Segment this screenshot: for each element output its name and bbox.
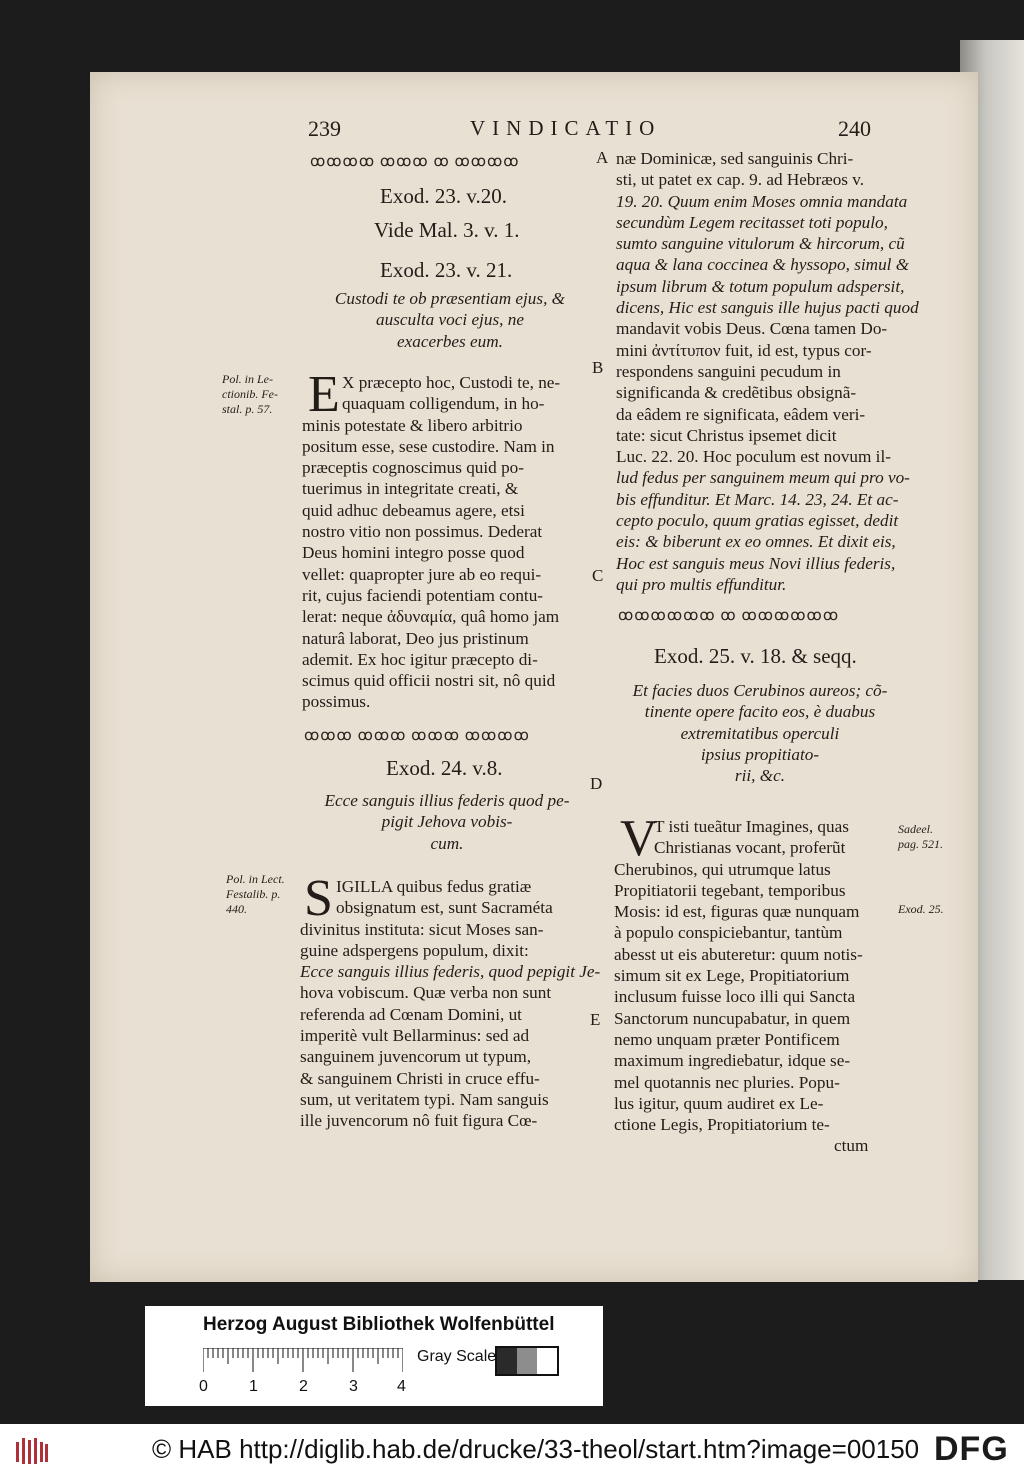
text-line: mini ἀντίτυπον fuit, id est, typus cor- <box>616 340 872 360</box>
margin-letter-d: D <box>590 774 603 793</box>
ruler-label: 4 <box>397 1378 406 1395</box>
sidenote-line: pag. 521. <box>898 837 943 851</box>
ruler-label: 2 <box>299 1378 308 1395</box>
text-line: possimus. <box>302 692 371 712</box>
dfg-logo: DFG <box>934 1430 1009 1468</box>
text-line: Luc. 22. 20. Hoc poculum est novum il- <box>616 447 891 467</box>
quote-line: Et facies duos Cerubinos aureos; cõ- <box>632 681 888 700</box>
text-line: Cherubinos, qui utrumque latus <box>614 859 831 879</box>
quote-line: exacerbes eum. <box>397 331 503 351</box>
text-line: guine adspergens populum, dixit: <box>300 940 529 960</box>
sidenote-line: stal. p. 57. <box>222 402 273 416</box>
text-line: Deus homini integro posse quod <box>302 543 525 563</box>
text-line: dicens, Hic est sanguis ille hujus pacti quod <box>616 298 919 318</box>
drop-cap: E <box>308 366 340 423</box>
paragraph <box>302 366 561 713</box>
text-line: minis potestate & libero arbitrio <box>302 415 523 435</box>
quote-line: Custodi te ob præsentiam ejus, & <box>334 289 566 308</box>
text-line: 19. 20. Quum enim Moses omnia mandata <box>616 191 908 211</box>
quote-block <box>312 288 588 352</box>
text-line: ademit. Ex hoc igitur præcepto di- <box>302 649 538 669</box>
text-line: da eâdem re significata, eâdem veri- <box>616 404 866 424</box>
margin-letter-c: C <box>592 566 604 585</box>
text-line: Sanctorum nuncupabatur, in quem <box>614 1008 851 1028</box>
library-name: Herzog August Bibliothek Wolfenbüttel <box>203 1314 555 1335</box>
text-line: rit, cujus faciendi potentiam contu- <box>302 585 544 605</box>
section-heading: Exod. 23. v.20. <box>380 184 507 208</box>
text-line: præceptis cognoscimus quid po- <box>302 458 524 478</box>
text-line: Mosis: id est, figuras quæ nunquam <box>614 902 860 922</box>
paragraph <box>300 870 601 1132</box>
section-heading: Exod. 24. v.8. <box>386 756 503 780</box>
text-line: lerat: neque ἀδυναμία, quâ homo jam <box>302 607 560 627</box>
text-line: maximum ingrediebatur, idque se- <box>614 1051 851 1071</box>
grayscale-swatches <box>495 1346 559 1376</box>
footer-bar <box>0 1424 1024 1478</box>
text-line: qui pro multis effunditur. <box>616 574 787 594</box>
sidenote <box>226 872 285 917</box>
text-line: hova vobiscum. Quæ verba non sunt <box>300 983 552 1003</box>
left-page-number: 239 <box>308 116 341 141</box>
text-line: sumto sanguine vitulorum & hircorum, cũ <box>616 234 905 254</box>
text-line: nemo unquam præter Pontificem <box>614 1029 840 1049</box>
text-line: Christianas vocant, proferũt <box>654 838 846 858</box>
text-line: à populo conspiciebantur, tantùm <box>614 923 843 943</box>
ruler-label: 1 <box>249 1378 258 1395</box>
sidenote-line: 440. <box>226 902 247 916</box>
text-line: aqua & lana coccinea & hyssopo, simul & <box>616 255 910 275</box>
running-head: VINDICATIO <box>470 116 662 140</box>
drop-cap: S <box>304 870 333 927</box>
text-line: scimus quid officii nostri sit, nô quid <box>302 671 556 691</box>
text-line: referenda ad Cœnam Domini, ut <box>300 1004 522 1024</box>
text-line: simum sit ex Lege, Propitiatorium <box>614 966 850 986</box>
text-line: Ecce sanguis illius federis, quod pepigit Je- <box>300 962 601 982</box>
sidenote <box>222 372 278 417</box>
quote-line: extremitatibus operculi <box>680 723 840 743</box>
text-line: tate: sicut Christus ipsemet dicit <box>616 425 837 445</box>
ornament-rule: ꝏꝏꝏꝏ ꝏꝏꝏ ꝏ ꝏꝏꝏꝏ <box>310 154 520 170</box>
text-line: secundùm Legem recitasset toti populo, <box>616 212 888 232</box>
quote-line: ipsius propitiato- <box>700 744 820 764</box>
calibration-card <box>145 1306 603 1406</box>
text-line: quid adhuc debeamus agere, etsi <box>302 500 525 520</box>
text-line: sanguinem juvencorum ut typum, <box>300 1047 532 1067</box>
paragraph <box>614 810 869 1157</box>
ruler-scale <box>203 1348 403 1372</box>
ruler-label: 3 <box>349 1378 358 1395</box>
quote-line: cum. <box>430 833 464 853</box>
quote-block <box>618 680 902 786</box>
margin-letter-a: A <box>596 148 609 167</box>
text-line: ipsum librum & totum populum adspersit, <box>616 276 905 296</box>
hab-logo-icon <box>14 1436 50 1466</box>
text-line: bis effunditur. Et Marc. 14. 23, 24. Et ac- <box>616 489 899 509</box>
swatch-mid <box>517 1348 537 1374</box>
book-page <box>90 72 978 1282</box>
text-line: imperitè vult Bellarminus: sed ad <box>300 1026 530 1046</box>
sidenote-line: Pol. in Lect. <box>226 872 285 886</box>
margin-letter-b: B <box>592 358 604 377</box>
text-line: eis: & biberunt ex eo omnes. Et dixit eis, <box>616 532 896 552</box>
text-line: Hoc est sanguis meus Novi illius federis, <box>616 553 896 573</box>
quote-line: Ecce sanguis illius federis quod pe- <box>324 791 570 810</box>
quote-line: pigit Jehova vobis- <box>381 812 513 832</box>
text-line: vellet: quapropter jure ab eo requi- <box>302 564 542 584</box>
sidenote-line: Sadeel. <box>898 822 933 836</box>
copyright-link[interactable]: © HAB http://diglib.hab.de/drucke/33-theol/start.htm?image=00150 <box>152 1434 920 1464</box>
sidenote-line: Festalib. p. <box>226 887 281 901</box>
text-line: X præcepto hoc, Custodi te, ne- <box>342 373 561 392</box>
quote-line: rii, &c. <box>734 766 786 786</box>
text-line: IGILLA quibus fedus gratiæ <box>336 877 532 896</box>
text-line: inclusum fuisse loco illi qui Sancta <box>614 987 856 1007</box>
text-line: mandavit vobis Deus. Cœna tamen Do- <box>616 319 888 339</box>
text-line: positum esse, sese custodire. Nam in <box>302 436 555 456</box>
section-heading: Vide Mal. 3. v. 1. <box>374 218 520 242</box>
sidenote-line: ctionib. Fe- <box>222 387 278 401</box>
section-heading: Exod. 23. v. 21. <box>380 258 513 282</box>
text-line: sum, ut veritatem typi. Nam sanguis <box>300 1089 549 1109</box>
margin-letter-e: E <box>590 1010 601 1029</box>
ornament-rule: ꝏꝏꝏꝏꝏꝏ ꝏ ꝏꝏꝏꝏꝏꝏ <box>618 608 840 624</box>
ruler-label: 0 <box>199 1378 208 1395</box>
text-line: T isti tueãtur Imagines, quas <box>654 817 849 836</box>
ornament-rule: ꝏꝏꝏ ꝏꝏꝏ ꝏꝏꝏ ꝏꝏꝏꝏ <box>304 728 530 744</box>
text-line: cepto poculo, quum gratias egisset, dedit <box>616 511 899 531</box>
text-line: divinitus instituta: sicut Moses san- <box>300 919 544 939</box>
text-line: ctione Legis, Propitiatorium te- <box>614 1115 830 1135</box>
swatch-dark <box>497 1348 517 1374</box>
text-line: significanda & credẽtibus obsignã- <box>616 383 857 403</box>
sidenote <box>898 822 943 852</box>
text-line: naturâ laborat, Deo jus pristinum <box>302 628 529 648</box>
text-line: nostro vitio non possimus. Dederat <box>302 522 543 542</box>
text-line: lud fedus per sanguinem meum qui pro vo- <box>616 468 910 488</box>
drop-cap: V <box>620 810 658 867</box>
text-line: lus igitur, quum audiret ex Le- <box>614 1093 824 1113</box>
text-line: abesst ut eis abuteretur: quum notis- <box>614 944 863 964</box>
quote-line: tinente opere facito eos, è duabus <box>644 702 876 722</box>
text-line: sti, ut patet ex cap. 9. ad Hebræos v. <box>616 170 865 190</box>
text-line: næ Dominicæ, sed sanguinis Chri- <box>616 149 854 168</box>
text-line: tuerimus in integritate creati, & <box>302 479 519 499</box>
text-line: respondens sanguini pecudum in <box>616 361 841 381</box>
section-heading: Exod. 25. v. 18. & seqq. <box>654 644 857 668</box>
paragraph <box>616 148 919 595</box>
text-line: quaquam colligendum, in ho- <box>342 394 545 414</box>
quote-line: ausculta voci ejus, ne <box>376 310 524 330</box>
grayscale-label: Gray Scale <box>417 1348 497 1365</box>
text-line: Propitiatorii tegebant, temporibus <box>614 880 846 900</box>
swatch-light <box>537 1348 557 1374</box>
text-line: & sanguinem Christi in cruce effu- <box>300 1068 540 1088</box>
quote-block <box>302 790 592 854</box>
right-page-number: 240 <box>838 116 871 141</box>
text-line: mel quotannis nec pluries. Popu- <box>614 1072 840 1092</box>
sidenote: Exod. 25. <box>898 902 944 916</box>
text-line: ille juvencorum nô fuit figura Cœ- <box>300 1111 538 1131</box>
text-line: ctum <box>834 1136 869 1156</box>
text-line: obsignatum est, sunt Sacraméta <box>336 898 553 918</box>
sidenote-line: Pol. in Le- <box>222 372 273 386</box>
